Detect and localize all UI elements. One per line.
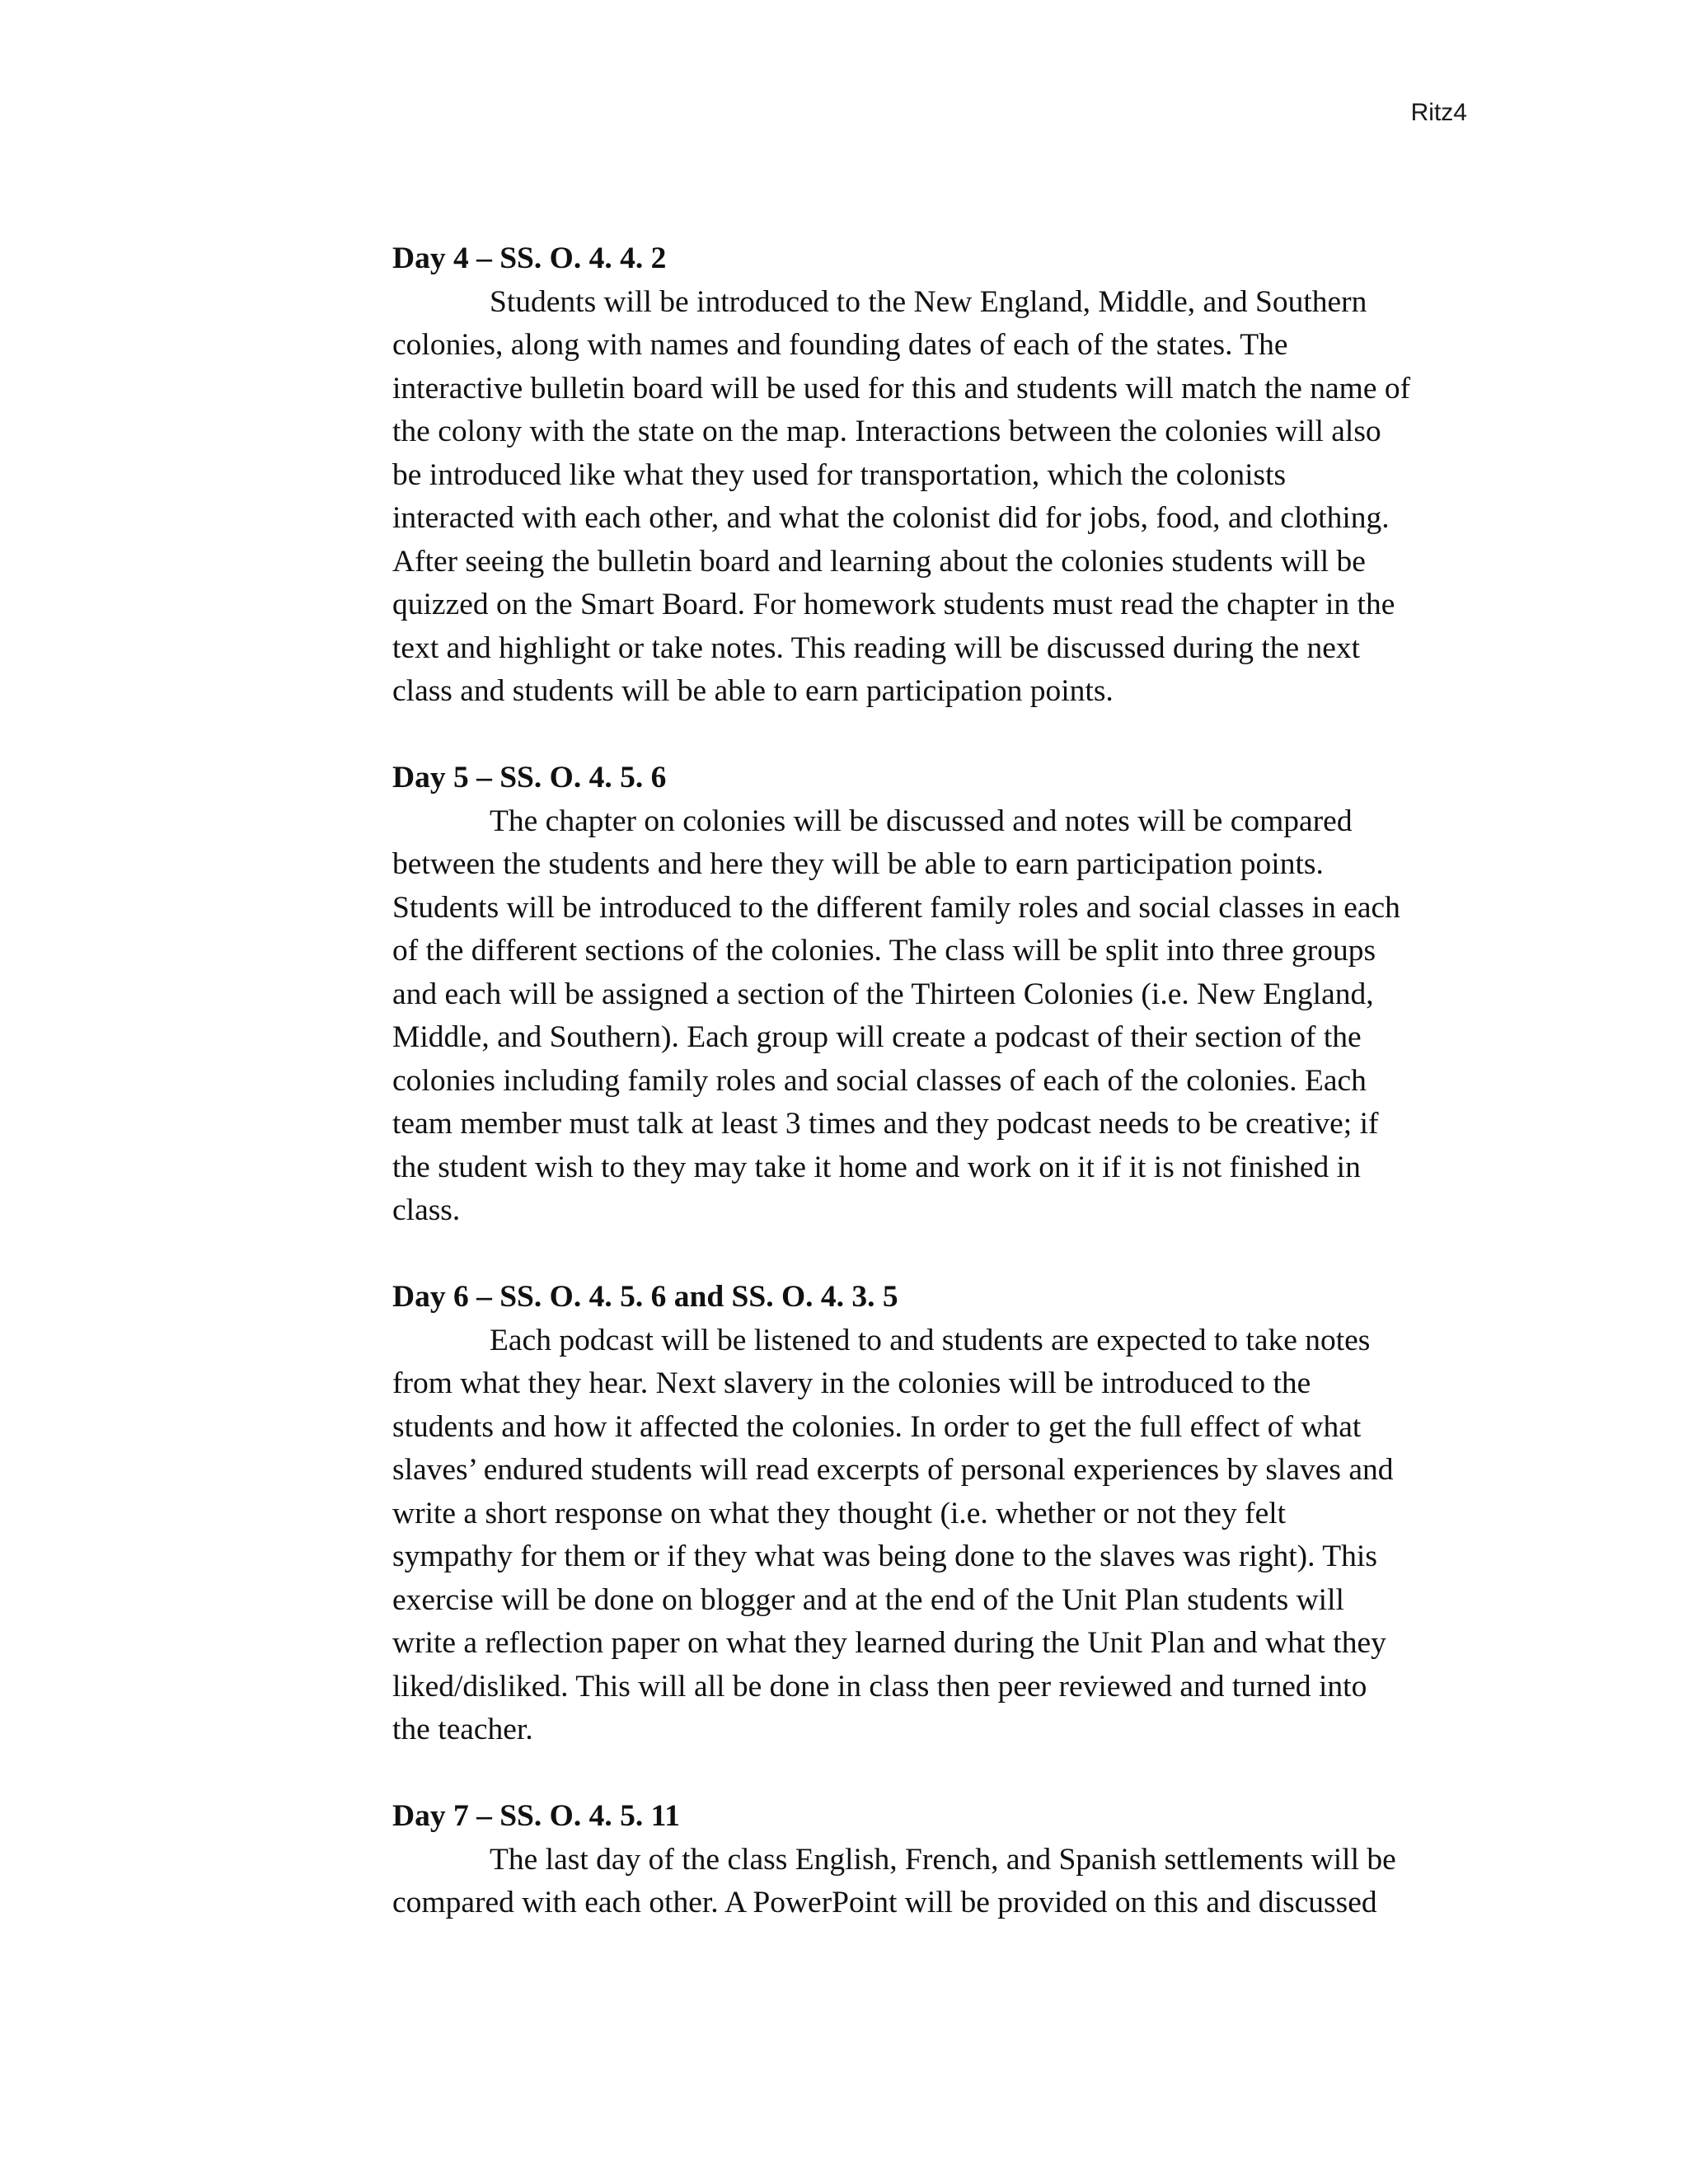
text-line: slaves’ endured students will read excerpts of personal experiences by slaves and	[392, 1453, 1394, 1487]
section-paragraph	[392, 1319, 1480, 1752]
text-line: and each will be assigned a section of the Thirteen Colonies (i.e. New England,	[392, 977, 1374, 1011]
page-header-label: Ritz4	[1410, 99, 1467, 126]
text-line: compared with each other. A PowerPoint will be provided on this and discussed	[392, 1886, 1377, 1919]
text-line: the student wish to they may take it home and work on it if it is not finished in	[392, 1150, 1361, 1184]
text-line: text and highlight or take notes. This reading will be discussed during the next	[392, 630, 1361, 665]
text-line: interactive bulletin board will be used for this and students will match the name of	[392, 371, 1411, 405]
section-heading: Day 4 – SS. O. 4. 4. 2	[392, 241, 667, 275]
text-line: Students will be introduced to the New England, Middle, and Southern	[490, 284, 1367, 319]
text-line: students and how it affected the colonies. In order to get the full effect of what	[392, 1409, 1362, 1444]
text-line: After seeing the bulletin board and learning about the colonies students will be	[392, 544, 1366, 579]
document-body	[392, 237, 1480, 1968]
text-line: quizzed on the Smart Board. For homework students must read the chapter in the	[392, 588, 1395, 621]
section-day-7	[392, 1795, 1480, 1925]
text-line: from what they hear. Next slavery in the colonies will be introduced to the	[392, 1366, 1311, 1400]
text-line: write a short response on what they thought (i.e. whether or not they felt	[392, 1496, 1287, 1530]
section-day-5	[392, 757, 1480, 1233]
text-line: colonies, along with names and founding dates of each of the states. The	[392, 328, 1288, 362]
text-line: The last day of the class English, French, and Spanish settlements will be	[490, 1842, 1396, 1877]
text-line: Each podcast will be listened to and students are expected to take notes	[490, 1323, 1371, 1357]
text-line: Middle, and Southern). Each group will create a podcast of their section of the	[392, 1020, 1362, 1054]
section-heading: Day 5 – SS. O. 4. 5. 6	[392, 761, 667, 794]
text-line: The chapter on colonies will be discussed and notes will be compared	[490, 804, 1353, 838]
section-day-4	[392, 237, 1480, 714]
text-line: be introduced like what they used for transportation, which the colonists	[392, 457, 1287, 492]
section-day-6	[392, 1276, 1480, 1752]
text-line: write a reflection paper on what they learned during the Unit Plan and what they	[392, 1626, 1386, 1660]
text-line: class.	[392, 1193, 461, 1227]
section-paragraph	[392, 281, 1480, 714]
text-line: team member must talk at least 3 times and they podcast needs to be creative; if	[392, 1107, 1379, 1141]
section-paragraph	[392, 800, 1480, 1233]
text-line: between the students and here they will be able to earn participation points.	[392, 847, 1324, 881]
section-heading: Day 7 – SS. O. 4. 5. 11	[392, 1799, 681, 1833]
text-line: class and students will be able to earn participation points.	[392, 674, 1114, 708]
section-heading: Day 6 – SS. O. 4. 5. 6 and SS. O. 4. 3. 5	[392, 1280, 898, 1314]
text-line: Students will be introduced to the different family roles and social classes in each	[392, 890, 1400, 925]
text-line: the teacher.	[392, 1713, 533, 1746]
text-line: liked/disliked. This will all be done in class then peer reviewed and turned into	[392, 1669, 1367, 1704]
text-line: colonies including family roles and social classes of each of the colonies. Each	[392, 1063, 1367, 1098]
text-line: the colony with the state on the map. Interactions between the colonies will also	[392, 415, 1381, 448]
text-line: interacted with each other, and what the colonist did for jobs, food, and clothing.	[392, 501, 1390, 535]
section-paragraph	[392, 1839, 1480, 1925]
text-line: sympathy for them or if they what was being done to the slaves was right). This	[392, 1540, 1377, 1573]
text-line: exercise will be done on blogger and at the end of the Unit Plan students will	[392, 1582, 1344, 1617]
text-line: of the different sections of the colonies. The class will be split into three groups	[392, 934, 1376, 968]
